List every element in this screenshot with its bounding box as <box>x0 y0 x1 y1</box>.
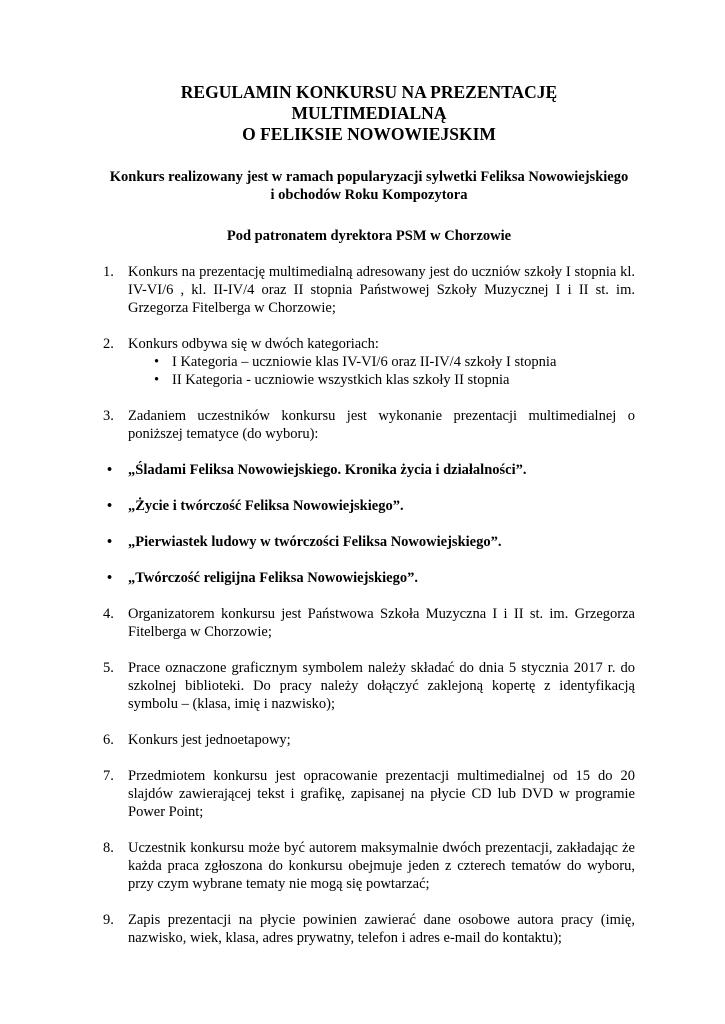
patronage-line: Pod patronatem dyrektora PSM w Chorzowie <box>226 228 512 244</box>
rule-item-2 <box>103 335 635 389</box>
category-text: I Kategoria – uczniowie klas IV-VI/6 oraz II-IV/4 szkoły I stopnia <box>172 354 557 370</box>
rule-item-8 <box>103 839 635 893</box>
rules-list-continued <box>103 605 635 947</box>
rules-list <box>103 263 635 443</box>
rule-number: 9. <box>103 912 114 928</box>
bullet-icon: • <box>107 534 113 550</box>
rule-number: 6. <box>103 732 114 748</box>
topics-list <box>103 461 635 587</box>
rule-text: Konkurs na prezentację multimedialną adresowany jest do uczniów szkoły I stopnia kl. IV-VI/6 , kl. II-IV/4 oraz II stopnia Państwowej Szkoły Muzycznej I i II st. im. Grzegorza Fitelberga w Chorzowie; <box>128 264 635 316</box>
categories-list <box>128 353 635 389</box>
rule-item-5 <box>103 659 635 713</box>
document-subtitle <box>103 168 635 204</box>
bullet-icon: • <box>154 354 160 370</box>
rule-number: 7. <box>103 768 114 784</box>
rule-number: 5. <box>103 660 114 676</box>
category-text: II Kategoria - uczniowie wszystkich klas szkoły II stopnia <box>172 372 510 388</box>
topic-item-3 <box>103 533 635 551</box>
title-line-1: REGULAMIN KONKURSU NA PREZENTACJĘ MULTIMEDIALNĄ <box>180 82 558 123</box>
topic-text: „Twórczość religijna Feliksa Nowowiejskiego”. <box>128 570 418 586</box>
rule-text: Organizatorem konkursu jest Państwowa Szkoła Muzyczna I i II st. im. Grzegorza Fitelberga w Chorzowie; <box>128 606 635 640</box>
rule-number: 2. <box>103 336 114 352</box>
topic-item-1 <box>103 461 635 479</box>
rule-number: 4. <box>103 606 114 622</box>
title-line-2: O FELIKSIE NOWOWIEJSKIM <box>242 124 496 144</box>
rule-text: Uczestnik konkursu może być autorem maksymalnie dwóch prezentacji, zakładając że każda praca zgłoszona do konkursu obejmuje jeden z czterech tematów do wyboru, przy czym wybrane tematy nie mogą się powtarzać; <box>128 840 635 892</box>
topic-item-4 <box>103 569 635 587</box>
rule-text: Zapis prezentacji na płycie powinien zawierać dane osobowe autora pracy (imię, nazwisko, wiek, klasa, adres prywatny, telefon i adres e-mail do kontaktu); <box>128 912 635 946</box>
rule-number: 3. <box>103 408 114 424</box>
bullet-icon: • <box>154 372 160 388</box>
bullet-icon: • <box>107 570 113 586</box>
rule-item-3 <box>103 407 635 443</box>
rule-number: 1. <box>103 264 114 280</box>
bullet-icon: • <box>107 462 113 478</box>
bullet-icon: • <box>107 498 113 514</box>
topic-text: „Śladami Feliksa Nowowiejskiego. Kronika życia i działalności”. <box>128 462 527 478</box>
rule-number: 8. <box>103 840 114 856</box>
subtitle-line-1: Konkurs realizowany jest w ramach popularyzacji sylwetki Feliksa Nowowiejskiego <box>109 169 629 185</box>
topic-text: „Pierwiastek ludowy w twórczości Feliksa Nowowiejskiego”. <box>128 534 502 550</box>
rule-text: Zadaniem uczestników konkursu jest wykonanie prezentacji multimedialnej o poniższej tematyce (do wyboru): <box>128 408 635 442</box>
topic-text: „Życie i twórczość Feliksa Nowowiejskiego”. <box>128 498 404 514</box>
document-title <box>103 82 635 145</box>
category-item-1 <box>154 353 635 371</box>
rule-text: Prace oznaczone graficznym symbolem należy składać do dnia 5 stycznia 2017 r. do szkolnej biblioteki. Do pracy należy dołączyć zaklejoną kopertę z identyfikacją symbolu – (klasa, imię i nazwisko); <box>128 660 635 712</box>
rule-text: Przedmiotem konkursu jest opracowanie prezentacji multimedialnej od 15 do 20 slajdów zawierającej tekst i grafikę, zapisanej na płycie CD lub DVD w programie Power Point; <box>128 768 635 820</box>
topic-item-2 <box>103 497 635 515</box>
rule-text: Konkurs odbywa się w dwóch kategoriach: <box>128 336 379 352</box>
rule-item-1 <box>103 263 635 317</box>
subtitle-line-2: i obchodów Roku Kompozytora <box>270 187 468 203</box>
rule-item-6 <box>103 731 635 749</box>
rule-item-9 <box>103 911 635 947</box>
rule-item-7 <box>103 767 635 821</box>
rule-text: Konkurs jest jednoetapowy; <box>128 732 291 748</box>
category-item-2 <box>154 371 635 389</box>
rule-item-4 <box>103 605 635 641</box>
